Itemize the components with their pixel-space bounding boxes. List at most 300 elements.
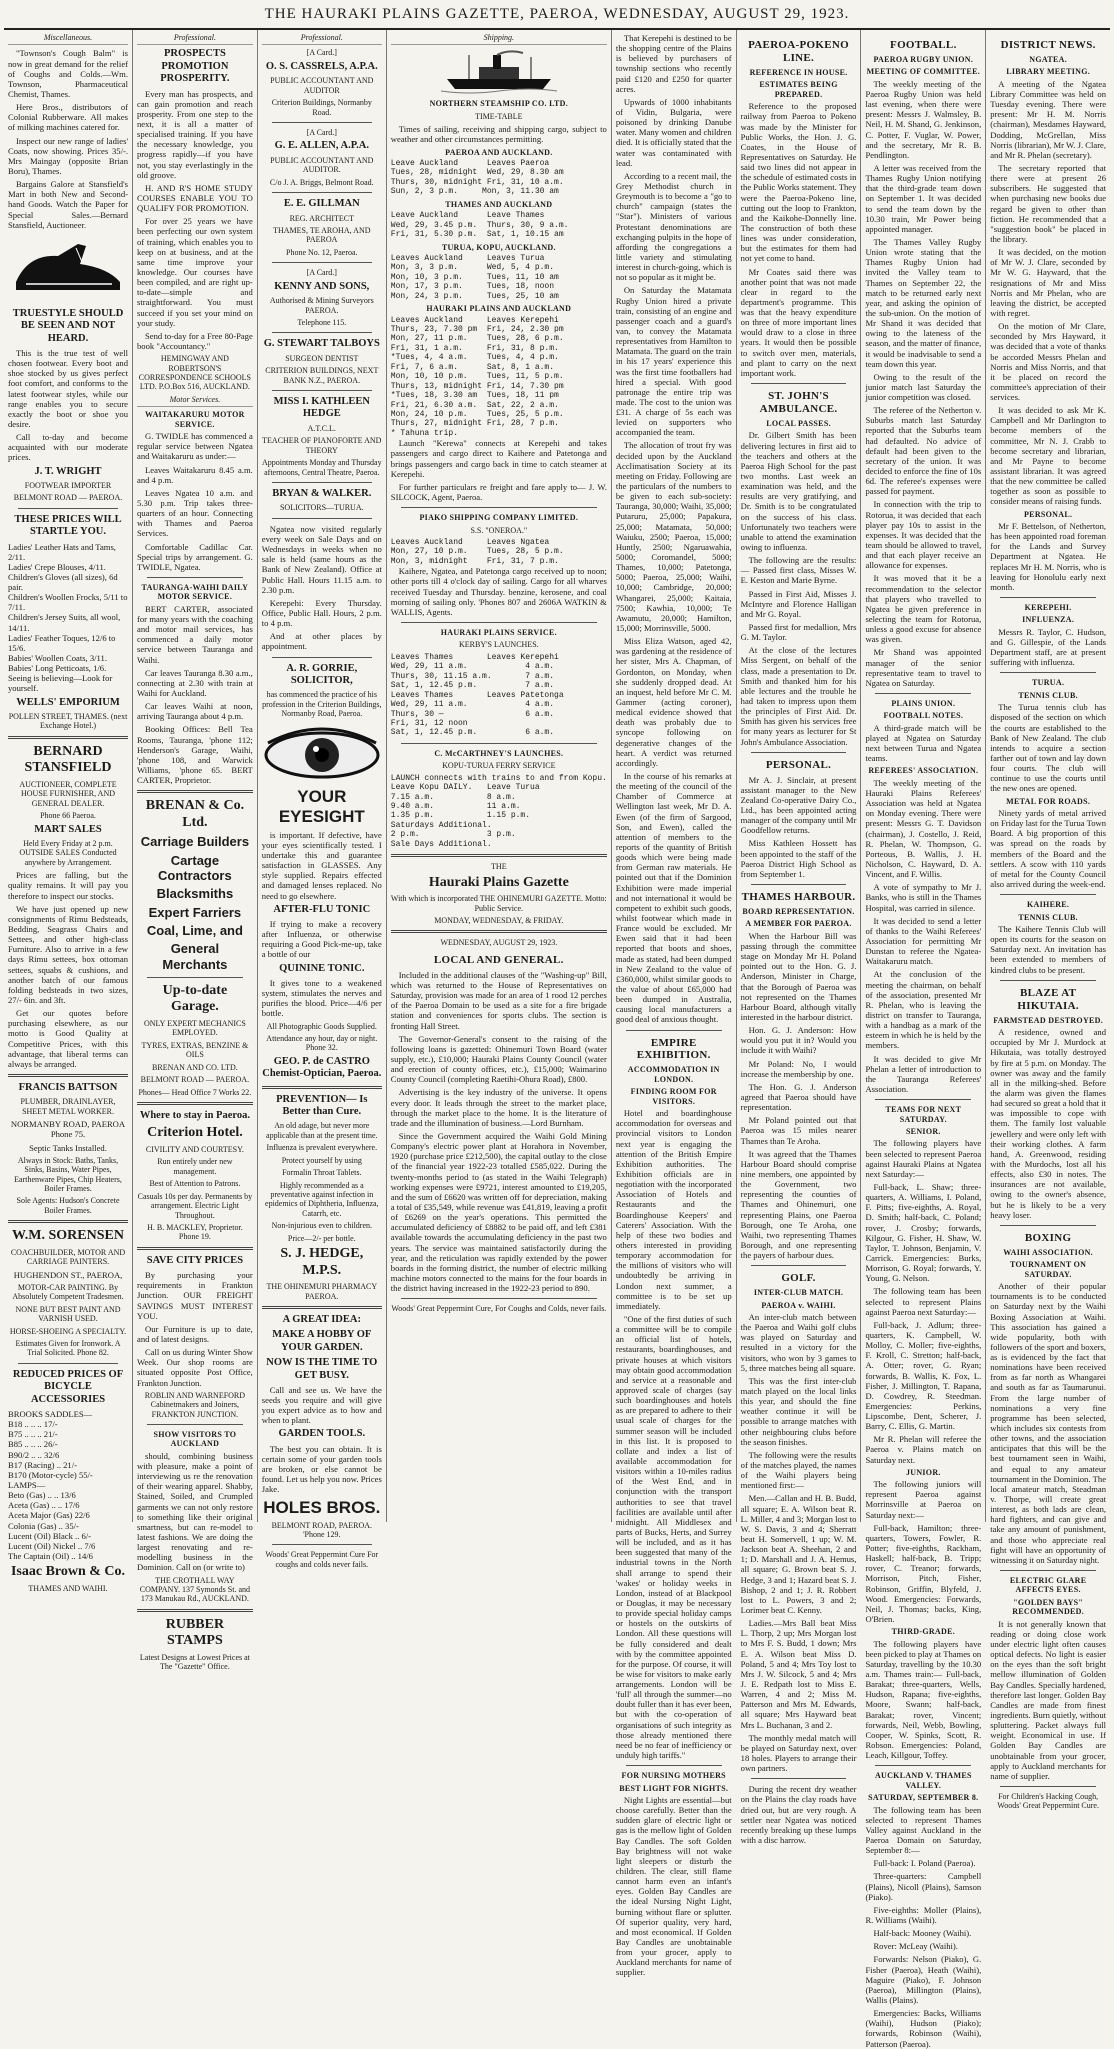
divider <box>751 1265 847 1266</box>
paragraph: Our Furniture is up to date, and of latest designs. <box>137 1323 253 1345</box>
paragraph: On Saturday the Matamata Rugby Union hired a private train, consisting of an engine and passenger coach and a guard's van, to convey the Matamata representatives from Hamilton to Matamata. The guard on the train in his 17 years' experience this was the first time footballers had hired a special. With good patronage the entire trip was made. The cost to the union was £31. A charge of 5s each was levied on supporters who accompanied the team. <box>615 285 732 438</box>
advertiser-name: Criterion Hotel. <box>147 1125 243 1141</box>
paragraph: The monthly medal match will be played on Saturday next, over 18 holes. Players to arrange their own partners. <box>740 1732 857 1774</box>
text-line: BRENAN AND CO. LTD. <box>152 1062 238 1072</box>
article-heading: PERSONAL. <box>765 758 832 771</box>
divider <box>875 1765 971 1766</box>
section-title: PREVENTION— Is Better than Cure. <box>276 1093 368 1117</box>
column-5 <box>612 30 737 1978</box>
text-line: MOTOR-CAR PAINTING. By Absolutely Competent Tradesmen. <box>12 1282 124 1302</box>
paragraph: It gives tone to a weakened system, stimulates the nerves and purifies the blood. Price—4/6 per bottle. <box>261 977 382 1019</box>
paragraph: It was decided to give Mr Phelan a letter of introduction to the Tauranga Referees' Association. <box>865 1053 982 1094</box>
card-name: E. E. GILLMAN <box>283 198 360 210</box>
paragraph: Car leaves Tauranga 8.30 a.m., connecting at 2.30 with train at Waihi for Auckland. <box>137 667 253 698</box>
price-item: Babies' Long Petticoats, 1/6. <box>8 663 107 674</box>
paragraph: Three-quarters: Campbell (Plains), Nicoll (Plains), Samson (Piako). <box>865 1871 982 1902</box>
timetable-row: Fri, 31, 5.30 p.m. Sat, 1, 10.15 am <box>390 230 564 240</box>
text-line: S.S. "ONEROA." <box>470 525 528 535</box>
divider <box>1000 597 1096 598</box>
card-line: Criterion Buildings, Normanby Road. <box>271 98 372 117</box>
newspaper-page <box>4 4 1110 2049</box>
paragraph: Passed first for medallion, Mrs G. M. Taylor. <box>740 621 857 643</box>
section-title: RUBBER STAMPS <box>165 1616 225 1649</box>
article-subheading: LOCAL PASSES. <box>766 418 831 428</box>
card-name: O. S. CASSRELS, A.P.A. <box>265 60 378 72</box>
timetable-row: Thurs, 13, midnight Fri, 14, 7.30 pm <box>390 381 564 391</box>
text-line: HORSE-SHOEING A SPECIALTY. <box>9 1326 127 1336</box>
timetable-row: Thurs, 30, midnight Fri, 31, 10 a.m. <box>390 177 564 187</box>
price-item: Lucent (Oil) Black .. 6/- <box>8 1530 92 1541</box>
text-line: Coal, Lime, and <box>146 922 243 938</box>
divider <box>272 657 372 658</box>
article-heading: DISTRICT NEWS. <box>1000 39 1096 51</box>
text-line: Latest Designs at Lowest Prices at The "Gazette" Office. <box>139 1652 250 1672</box>
divider <box>751 1778 847 1779</box>
paragraph: Call to-day and become acquainted with our moderate prices. <box>8 432 128 463</box>
advertiser-name: BRENAN & Co. Ltd. <box>145 798 245 830</box>
article-subheading: INTER-CLUB MATCH. <box>753 1288 844 1298</box>
price-item: B17 (Racing) .. 21/- <box>8 1459 77 1470</box>
text-line: Price—2/- per bottle. <box>287 1233 356 1243</box>
gazette-title: Hauraki Plains Gazette <box>428 874 569 890</box>
paragraph: Upwards of 1000 inhabitants of Vidin, Bulgaria, were poisoned by drinking Danube water. Many women and children died. It is officially stated that the water was contaminated with lead. <box>615 96 732 168</box>
advertiser-name: S. J. HEDGE, M.P.S. <box>280 1246 364 1278</box>
article-subheading: REFEREES' ASSOCIATION. <box>868 766 979 776</box>
paragraph: The following juniors will represent Paeroa against Morrinsville at Paeroa on Saturday next:— <box>865 1479 982 1520</box>
advertiser-name: ROBLIN AND WARNEFORD Cabinetmakers and Joiners, FRANKTON JUNCTION. <box>144 1390 246 1419</box>
divider <box>751 884 847 885</box>
paragraph: is important. If defective, have your eyes scientifically tested. I undertake this and guarantee satisfaction in GLASSES. Any style supplied. Repairs effected and damaged lenses replaced. No need to go elsewhere. <box>261 829 382 901</box>
text-line: Attendance any hour, day or night. Phone 32. <box>266 1033 378 1053</box>
paragraph: For over 25 years we have been perfecting our own system of training, which enables you to keep on at business, and at the same time improve your knowledge. Our courses have been compiled, and are right up-to-date—simple and straightforward. You must succeed if you set your mind on your study. <box>137 216 253 328</box>
timetable-row: Thurs, 23, 7.30 pm Fri, 24, 2.30 pm <box>390 325 564 335</box>
card-line: SURGEON DENTIST <box>285 353 359 363</box>
advertiser-name: W.M. SORENSEN <box>12 1228 124 1244</box>
column-heading: Motor Services. <box>137 395 253 407</box>
paragraph: Kerepehi: Every Thursday. Office, Public Hall. Hours, 2 p.m. to 4 p.m. <box>261 597 382 629</box>
divider <box>1000 1225 1096 1226</box>
paragraph: It was agreed that the Thames Harbour Board should comprise nine members, one appointed by the Government, two representing the counties of Thames and Ohinemuri, one representing Plains, one Paeroa Borough, one Te Aroha, one Waihi, two representing Thames Borough, and one representing the payers of harbour dues. <box>740 1148 857 1261</box>
section-title: GARDEN TOOLS. <box>278 1428 366 1440</box>
timetable-row: * Tahuna trip. <box>390 428 459 438</box>
card-line: PUBLIC ACCOUNTANT AND AUDITOR. <box>270 155 374 175</box>
advertiser-name: WELLS' EMPORIUM <box>16 696 120 708</box>
timetable-row: Sale Days Additional. <box>390 839 492 849</box>
advertiser-address: THE OHINEMURI PHARMACY PAEROA. <box>266 1282 378 1301</box>
text-line: Carriage Builders <box>140 834 250 850</box>
text-line: THE <box>491 862 507 872</box>
timetable-row: Thurs, 30, 11.15 a.m. 7 a.m. <box>390 671 555 681</box>
paragraph: The following players have been picked to play at Thames on Saturday, travelling by the 10.30 a.m. Thames train:— Full-back, Barakat; three-quarters, Wells, Hudson, Rapana; five-eighths, Moore, Swann; half-back, Barakat; rover, Vincent; forwards, Neil, Webb, Bowling, Cooper, W. Spinks, Scott, R. Robson. Emergencies: Poland, Leach, Killgour, Toffey. <box>865 1638 982 1761</box>
article-subheading: TURUA. <box>1032 678 1065 688</box>
paragraph: Emergencies: Backs, Williams (Waihi), Hudson (Piako); forwards, Robinson (Waihi), Patterson (Paeroa). <box>865 2008 982 2049</box>
paragraph: The allocation of trout fry was decided upon by the Auckland Acclimatisation Society at its meeting on Friday. Following are the particulars of the numbers to be given to each sub-society: Tauranga, 30,000; Waihi, 35,000; Putaruru, 25,000; Papakura, 25,000; Matamata, 50,000; Waiuku, 2500; Paeroa, 15,000; Huntly, 2500; Ngaruawahia, 5000; Coromandel, 5000; Thames, 10,000; Patetonga, 5000; Paeroa, 25,000; Waihi, 10,000; Cambridge, 20,000; Whangarei, 25,000; Kaitaia, 7500; Kawhia, 10,000; Te Awamutu, 20,000; Hamilton, 15,000; Morrinsville, 5000. <box>615 440 732 634</box>
paragraph: It was decided, on the motion of Mr W. J. Clare, seconded by Mr W. G. Hayward, that the resignations of Mr and Miss Norris and Mr Phelan, who are leaving the district, be accepted with regret. <box>990 247 1107 318</box>
timetable-row: Wed, 29, 11 a.m. 4 a.m. <box>390 662 555 672</box>
paragraph: The Kaihere Tennis Club will open its courts for the season on Saturday next. An invitation has been extended to members of kindred clubs to be present. <box>990 924 1107 975</box>
article-subheading: TENNIS CLUB. <box>1018 690 1078 700</box>
price-item: Colonia (Gas) .. 35/- <box>8 1520 79 1531</box>
paragraph: The following team has been selected to represent Plains against Paeroa next Saturday:— <box>865 1286 982 1317</box>
article-subheading: "GOLDEN BAYS" RECOMMENDED. <box>1012 1597 1085 1617</box>
paragraph: Forwards: Nelson (Piako), G. Fisher (Paeroa), Heath (Waihi), Maguire (Piako), F. Johnson (Paeroa), Millington (Plains), Wallis (Plains). <box>865 1954 982 2005</box>
text-line: Influenza is prevalent everywhere. <box>266 1143 378 1153</box>
divider <box>137 1609 253 1612</box>
text-line: Blacksmiths <box>156 886 234 902</box>
article-subheading: MEETING OF COMMITTEE. <box>866 67 980 77</box>
paragraph: Men.—Callan and H. B. Budd, all square; E. A. Wilson beat R. L. Miller, 4 and 3; Morgan lost to W. S. Davis, 3 and 4; Sherratt beat H. Somervell, 1 up; W. M. Jackson beat A. Sheehan, 2 and 1; D. Marshall and J. A. Hemus, all square; G. Brown beat S. J. Hedge, 3 and 1; Hazard beat S. J. Bishop, 2 and 1; J. R. Robbert lost to L. Powers, 3 and 2; Lorimer beat C. Kenny. <box>740 1493 857 1615</box>
article-subheading: TENNIS CLUB. <box>1018 912 1078 922</box>
text-line: H. B. MACKLEY, Proprietor. Phone 19. <box>147 1222 243 1242</box>
text-line: MONDAY, WEDNESDAY, & FRIDAY. <box>434 916 564 926</box>
paragraph: Hotel and boardinghouse accommodation for overseas and provincial visitors to London next year is engaging the attention of the British Empire Exhibition authorities. The Exhibition officials are in negotiation with the incorporated Association of Hotels and Restaurants and the Boardinghouse Keepers' and Caterers' Association. With the help of these two bodies and others interested in providing temporary accommodation for the millions of visitors who will undoubtedly be arriving in London next summer, a committee is to be set up immediately. <box>615 1108 732 1311</box>
paragraph: A residence, owned and occupied by Mr J. Murdock at Hikutaia, was totally destroyed by fire at 5 p.m. on Monday. The owner was away and the family all in the milking-shed. Before the alarm was given the flames had secured so great a hold that it was impossible to cope with them. The family lost valuable jewellery and were only left with their working clothes. A farm hand, A. Greenwood, residing with the Murdochs, lost all his effects, also £30 in notes. The insurances are not available, owing to the owner's absence, but he is likely to be a very heavy loser. <box>990 1027 1107 1220</box>
paragraph: Mr R. Phelan will referee the Paeroa v. Plains match on Saturday next. <box>865 1434 982 1465</box>
paragraph: The Thames Valley Rugby Union wrote stating that the Thames Rugby Union had invited the Valley team to Thames on September 22, the match to be returned early next year, and asking the opinion of the sub-union. On the motion of Mr Shand it was decided that owing to the lateness of the season, and the matter of finance, it would be inadvisable to send a team down this year. <box>865 236 982 369</box>
text-line: Protect yourself by using <box>281 1155 362 1165</box>
timetable-row: Sun, 2, 3 p.m. Mon, 3, 11.30 am <box>390 187 559 197</box>
paragraph: That Kerepehi is destined to be the shopping centre of the Plains is believed by purchasers of township sections who recently paid £120 and £250 for quarter acres. <box>615 33 732 94</box>
timetable-row: Sat, 1, 12.45 p.m. 6 a.m. <box>390 728 555 738</box>
text-line: Highly recommended as a preventative against infection in epidemics of Diphtheria, Influenza, Catarrh, etc. <box>265 1180 379 1218</box>
section-title: SAVE CITY PRICES <box>146 1254 244 1266</box>
timetable-row: Mon, 10, 10 p.m. Tues, 11, 5 p.m. <box>390 372 564 382</box>
article-subheading: PAEROA RUGBY UNION. <box>873 54 974 64</box>
timetable-row: Leaves Thames Leaves Patetonga <box>390 690 564 700</box>
advertiser-name: THE CROTHALL WAY COMPANY. 137 Symonds St. and 173 Manukau Rd., AUCKLAND. <box>139 1575 251 1604</box>
timetable-row: *Tues, 18, 3.30 am Tues, 18, 11 pm <box>390 391 559 401</box>
text-line: KERBY'S LAUNCHES. <box>458 640 539 650</box>
paragraph: Booking Offices: Bell Tea Rooms, Tauranga, 'phone 112; Henderson's Garage, Waihi, 'phone 108, and Warwick Williams, 'phone 65. BERT CARTER, Proprietor. <box>137 724 253 786</box>
column-heading: Professional. <box>262 33 382 45</box>
section-title: BEST LIGHT FOR NIGHTS. <box>619 1783 729 1793</box>
price-item: Lucent (Oil) Nickel .. 7/6 <box>8 1540 96 1551</box>
article-subheading: LIBRARY MEETING. <box>1006 67 1091 77</box>
text-line: Formalin Throat Tablets. <box>282 1168 362 1178</box>
advertiser-address: POLLEN STREET, THAMES. (next Exchange Hotel.) <box>8 711 128 731</box>
divider <box>401 743 597 744</box>
paragraph: H. AND R'S HOME STUDY COURSES ENABLE YOU TO QUALIFY FOR PROMOTION. <box>137 182 253 214</box>
divider <box>1000 1786 1096 1787</box>
footnote: Woods' Great Peppermint Cure For coughs and colds never fails. <box>265 1550 379 1569</box>
price-item: Seeing is believing—Look for yourself. <box>8 673 113 694</box>
timetable-row: Leave Auckland Leave Thames <box>390 211 545 221</box>
section-title: SHOW VISITORS TO AUCKLAND <box>153 1430 237 1449</box>
advertiser-name: BERNARD STANSFIELD <box>24 743 112 776</box>
timetable-row: Leaves Auckland Leaves Ngatea <box>390 538 550 547</box>
timetable-row: 2 p.m. 3 p.m. <box>390 830 516 840</box>
paragraph: The best you can obtain. It is certain some of your garden tools are broken, or else cannot be found. Let us help you now. Prices Jake. <box>261 1443 382 1495</box>
text-line: KOPU-TURUA FERRY SERVICE <box>442 761 556 771</box>
card-line: SOLICITORS—TURUA. <box>279 503 364 513</box>
section-title: MAKE A HOBBY OF YOUR GARDEN. <box>272 1329 372 1353</box>
section-title: NORTHERN STEAMSHIP CO. LTD. <box>429 99 569 109</box>
divider <box>626 1030 722 1031</box>
divider <box>272 482 372 483</box>
article-heading: EMPIRE EXHIBITION. <box>636 1036 711 1062</box>
article-subheading: REFERENCE IN HOUSE. <box>749 67 848 77</box>
column-3 <box>258 30 387 1569</box>
column-heading: Miscellaneous. <box>8 33 128 45</box>
paragraph: The weekly meeting of the Hauraki Plains Referees' Association was held at Ngatea on Monday evening. There were present: Messrs G. T. Davidson (chairman), J. Costello, J. Reid, R. Phelan, W. Thompson, G. Porteous, B. Wallis, J. H. Nicholson, C. Hayward, D. A. Vincent, and F. Willis. <box>865 777 982 880</box>
timetable-row: Fri, 7, 6 a.m. Sat, 8, 1 a.m. <box>390 362 555 372</box>
section-title: YOUR EYESIGHT <box>278 786 365 826</box>
advertiser-name: GEO. P. de CASTRO Chemist-Optician, Paeroa. <box>262 1055 382 1080</box>
paragraph: A letter was received from the Thames Rugby Union notifying that the third-grade team down on September 1. It was decided to send the team down by the 10.30 train, Mr Power being appointed manager. <box>865 162 982 234</box>
paragraph: At the conclusion of the meeting the chairman, on behalf of the association, presented Mr R. Phelan, who is leaving the district on transfer to Tauranga, with a handbag as a mark of the esteem in which he is held by the members. <box>865 969 982 1051</box>
text-line: Run entirely under new management. <box>157 1157 233 1176</box>
column-2 <box>133 30 258 1672</box>
text-line: General Merchants <box>162 941 228 972</box>
text-line: Held Every Friday at 2 p.m. OUTSIDE SALES Conducted anywhere by Arrangement. <box>19 839 117 867</box>
paragraph: Leaves Waitakaruru 8.45 a.m. and 4 p.m. <box>137 464 253 485</box>
paragraph: Hon. G. J. Anderson: How would you put it in? Would you include it with Waihi? <box>740 1025 857 1056</box>
column-heading: Professional. <box>137 33 253 45</box>
section-title: FOR NURSING MOTHERS <box>621 1771 726 1781</box>
timetable-row: Fri, 31, 1 a.m. Fri, 31, 8 p.m. <box>390 343 559 353</box>
article-subheading: METAL FOR ROADS. <box>1006 796 1091 806</box>
text-line: Non-injurious even to children. <box>271 1221 372 1231</box>
card-tag: [A Card.] <box>306 268 337 278</box>
paragraph: Comfortable Cadillac Car. Special trips by arrangement. G. TWIDLE, Ngatea. <box>137 541 253 572</box>
divider <box>272 262 372 263</box>
divider <box>391 930 607 933</box>
paragraph: The Turua tennis club has disposed of the section on which the courts are established to the Bank of New Zealand. The club intends to acquire a section farther out of town and lay down four courts. The club will continue to use the courts until the new ones are opened. <box>990 702 1107 794</box>
divider <box>272 390 372 391</box>
paragraph: Get our quotes before purchasing elsewhere, as our motto is Good Quality at Competitive Prices, with this advantage, that liberal terms can always be arranged. <box>8 1008 128 1069</box>
divider <box>272 518 372 519</box>
paragraph: Mr Poland pointed out that Paeroa was 15 miles nearer Thames than Te Aroha. <box>740 1115 857 1146</box>
route-title: TURUA, KOPU, AUCKLAND. <box>441 242 556 252</box>
route-title: HAURAKI PLAINS AND AUCKLAND <box>426 304 572 314</box>
divider <box>751 752 847 753</box>
timetable-row: Mon, 24, 3 p.m. Tues, 25, 10 am <box>390 291 559 301</box>
article-subheading: BOARD REPRESENTATION. <box>742 906 855 916</box>
article-subheading: JUNIOR. <box>905 1467 941 1477</box>
timetable-row: Thurs, 27, midnight Fri, 28, 7 p.m. <box>390 419 559 429</box>
divider <box>18 1363 118 1364</box>
paragraph: Kaihere, Ngatea, and Patetonga cargo received up to noon; other ports till 4 o'clock day of sailing. Cargo for all wharves received Tuesday and Thursday. benzine, kerosene, and coal morning of sailing only. 'Phones 807 and 2606A WATKIN & WALLIS, Agents. <box>390 566 607 617</box>
divider <box>401 1298 597 1299</box>
timetable-row: Mon, 3, 3 p.m. Wed, 5, 4 p.m. <box>390 263 555 273</box>
divider <box>875 1099 971 1100</box>
article-heading: PAEROA-POKENO LINE. <box>748 39 849 64</box>
paragraph: Ninety yards of metal arrived on Friday last for the Turua Town Board. A big proportion of this was spread on the roads by members of the Board and the settlers. A scow with 110 yards of metal for the County Council also arrived during the week-end. <box>990 808 1107 890</box>
card-name: MISS I. KATHLEEN HEDGE <box>273 396 370 420</box>
paragraph: The Hon. G. J. Anderson agreed that Paeroa should have representation. <box>740 1081 857 1113</box>
advertiser-name: HOLES BROS. <box>263 1497 381 1517</box>
paragraph: Launch "Kerewa" connects at Kerepehi and takes passengers and cargo direct to Kaihere and Patetonga and brings passengers and cargo back in time to catch steamer at Kerepehi. <box>390 438 607 479</box>
timetable-row: Mon, 3, midnight Fri, 31, 7 p.m. <box>390 556 559 566</box>
article-subheading: PAEROA v. WAIHI. <box>761 1300 836 1310</box>
footnote: Woods' Great Peppermint Cure, For Coughs and Colds, never fails. <box>391 1304 607 1314</box>
advertiser-address: BELMONT ROAD — PAEROA. <box>13 493 123 503</box>
advertiser-name: Isaac Brown & Co. <box>10 1564 126 1580</box>
advertiser-phone: Phone 66 Paeroa. <box>40 811 96 821</box>
paragraph: It was moved that it be a recommendation to the selector that players who travelled to Ngatea be given preference in selecting the team for Rotorua, unless a good excuse for absence was given. <box>865 573 982 645</box>
section-title: AFTER-FLU TONIC <box>273 903 371 915</box>
paragraph: At the close of the lectures Miss Sergent, on behalf of the class, made a presentation to Dr. Smith and thanked him for his able lectures and the trouble he had taken to impress upon them the principles of First Aid. Dr. Smith has given his services free for many years as lecturer for St John's Ambulance Association. <box>740 645 857 747</box>
divider <box>1000 672 1096 673</box>
paragraph: Mr Poland: No, I would increase the membership by one. <box>740 1058 857 1079</box>
text-line: Sole Agents: Hudson's Concrete Boiler Frames. <box>16 1196 120 1215</box>
paragraph: The Governor-General's consent to the raising of the following loans is gazetted: Ohinemuri Town Board (water supply, etc.), £10,000; Hauraki Plains County Council (water and erection of county offices, etc.), £15,000; Waimarino County Council (completing Raetihi-Ohura Road), £800. <box>390 1033 607 1085</box>
paragraph: Messrs R. Taylor, C. Hudson, and G. Gillespie, of the Lands Department staff, are at present suffering with influenza. <box>990 626 1107 668</box>
paragraph: The following were the results of the matches played, the names of the Waihi players being mentioned first:— <box>740 1449 857 1491</box>
paragraph: Ladies.—Mrs Ball beat Miss L. Thorp, 2 up; Mrs Morgan lost to Mrs F. S. Budd, 1 down; Mrs E. A. Wilson beat Miss D. Poland, 5 and 4; Mrs Toy lost to Mrs J. W. Silcock, 5 and 4; Mrs J. E. Redpath lost to Miss E. Warren, 4 and 2; Miss M. Patterson and Mrs M. Edwards, all square; Mrs Hayward beat Mrs L. Buchanan, 3 and 2. <box>740 1618 857 1730</box>
text-line: LAMPS— <box>8 1480 46 1490</box>
text-line: BROOKS SADDLES— <box>8 1409 93 1420</box>
paragraph: An inter-club match between the Paeroa and Waihi golf clubs was played on Saturday and resulted in a victory for the visitors, who won by 3 games to 5, three matches being all square. <box>740 1312 857 1373</box>
text-line: TYRES, EXTRAS, BENZINE & OILS <box>141 1040 249 1060</box>
paragraph: The following team has been selected to represent Thames Valley against Auckland in the Paeroa Domain on Saturday, September 8:— <box>865 1804 982 1856</box>
price-item: The Captain (Oil) .. 14/6 <box>8 1550 93 1561</box>
paragraph: The secretary reported that there were at present 26 subscribers. He suggested that when purchasing new books due regard be given to other than fiction. He recommended that a "suggestion book" be placed in the library. <box>990 162 1107 244</box>
card-name: KENNY AND SONS, <box>274 280 370 292</box>
article-heading: LOCAL AND GENERAL. <box>433 953 564 966</box>
card-line: Telephone 115. <box>297 317 347 327</box>
timetable-row: *Tues, 4, 4 a.m. Tues, 4, 4 p.m. <box>390 353 559 363</box>
paragraph: On the motion of Mr Clare, seconded by Mrs Hayward, it was decided that a vote of thanks be accorded Messrs Phelan and Norris and Miss Norris, and that it be placed on record the committee's appreciation of their services. <box>990 321 1107 403</box>
divider <box>751 383 847 384</box>
timetable-row: Mon, 17, 3 p.m. Tues, 18, noon <box>390 282 555 292</box>
card-line: TEACHER OF PIANOFORTE AND THEORY <box>262 436 382 455</box>
text-line: Septic Tanks Installed. <box>29 1142 107 1153</box>
text-line: Casuals 10s per day. Permanents by arrangement. Electric Light Throughout. <box>137 1191 253 1220</box>
divider <box>272 332 372 333</box>
paragraph: Times of sailing, receiving and shipping cargo, subject to weather and other circumstances permitting. <box>390 124 607 145</box>
issue-date: WEDNESDAY, AUGUST 29, 1923. <box>440 938 558 948</box>
section-title: HAURAKI PLAINS SERVICE. <box>440 628 557 638</box>
divider <box>147 577 243 578</box>
price-item: Aceta Major (Gas) 22/6 <box>8 1510 90 1521</box>
price-item: Aceta (Gas) .. .. 17/6 <box>8 1500 80 1511</box>
divider <box>875 693 971 694</box>
divider <box>147 1424 243 1425</box>
article-subheading: SATURDAY, SEPTEMBER 8. <box>868 1793 979 1803</box>
section-title: MART SALES <box>34 823 102 835</box>
paragraph: The weekly meeting of the Paeroa Rugby Union was held last evening, when there were present: Messrs J. Walmsley, B. Neil, H. M. Shand, G. Jenkinson, C. Potter, F. Vuglar, W. Power, and the secretary, Mr R. B. Pendlington. <box>865 78 982 160</box>
timetable-row: Leaves Thames Leaves Kerepehi <box>390 652 559 662</box>
paragraph: Leaves Ngatea 10 a.m. and 5.30 p.m. Trip takes three-quarters of an hour. Connecting with Thames and Paeroa Services. <box>137 487 253 539</box>
paragraph: "Townson's Cough Balm" is now in great demand for the relief of Coughs and Colds.—Wm. Townson, Pharmaceutical Chemist, Thames. <box>8 48 128 99</box>
paragraph: And at other places by appointment. <box>261 631 382 652</box>
route-title: PAEROA AND AUCKLAND. <box>445 147 553 157</box>
article-subheading: SENIOR. <box>905 1126 941 1136</box>
paragraph: Passed in First Aid, Misses J. McIntyre and Florence Halligan and Mr G. Royal. <box>740 588 857 619</box>
advertiser-address: HUGHENDON ST., PAEROA, <box>13 1269 123 1280</box>
paragraph: Send to-day for a Free 80-Page book "Accountancy." <box>137 330 253 351</box>
divider <box>1000 1570 1096 1571</box>
text-line: Expert Farriers <box>148 904 242 920</box>
divider <box>137 1102 253 1105</box>
paragraph: Since the Government acquired the Waihi Gold Mining Company's electric power plant at Horahora in November, 1920 (purchase price £212,500), the capital outlay to the close of the financial year 1922-23 totalled £585,022. During the twenty-months period to (as stated in the Waihi Telegraph) working expenses were £9721, interest amounted to £19,205, and the sum of £6620 was written off for depreciation, making a total of £35,549, while revenue was £41,819, leaving a profit of £6269 on the year's operations. This permitted the accumulated deficiency of £8882 to be paid off, and left £381 available towards the accumulating deficiency in the past two years. The service was maintained satisfactorily during the year, and the reticulation was rapidly extended by the power boards in the forming district, the number of electric milking machine motors connected to the mains for the four boards in the district having increased in the 1922-23 period to 890. <box>390 1130 607 1294</box>
divider <box>626 1765 722 1766</box>
paragraph: Full-back, J. Adlum; three-quarters, K. Campbell, W. Molloy, C. Moller; five-eighths, F. Kroll, C. Stretton; half-back, A. Otter; rover, G. Ryan; forwards, B. Wallis, K. Fox, L. Fisher, J. Millington, T. Rapana, D. Cowdrey, R. Steedman. Emergencies: Perkins, Lipscombe, Dent, Scherer, J. Barry, C. Ellis, G. Martin. <box>865 1319 982 1432</box>
paragraph: Included in the additional clauses of the "Washing-up" Bill, which was returned to the House of Representatives on Saturday, provision was made for an area of 1 rood 12 perches of the Paeroa Domain to be used as a site for a fire brigade station and conveniences for sports clubs. The section is fronting Hall Street. <box>390 969 607 1031</box>
divider <box>137 790 253 793</box>
divider <box>391 854 607 857</box>
price-item: Ladies' Crepe Blouses, 4/11. <box>8 561 106 572</box>
divider <box>1000 980 1096 981</box>
paragraph: If trying to make a recovery after Influenza, or otherwise requiring a Good Pick-me-up, take a bottle of our <box>261 919 382 960</box>
paragraph: Night Lights are essential—but choose carefully. Better than the sudden glare of electric light or gas is the mellow light of Golden Bay Candles. The soft Golden Bay brightness will not wake light sleepers or disturb the children. The clear, still flame cannot harm even an infant's eyes. Golden Bay Candles are the ideal Nursing Night Light, burning without flare or splutter. Of superior quality, very hard, and most economical. If Golden Bay Candles are unobtainable from your grocer, apply to Auckland merchants for name of supplier. <box>615 1795 732 1978</box>
advertiser-role: FOOTWEAR IMPORTER <box>24 480 112 490</box>
divider <box>401 507 597 508</box>
paragraph: A meeting of the Ngatea Library Committee was held on Tuesday evening. There were present: Mr H. M. Norris (chairman), Mesdames Hayward, Dodding, McGrellan, Miss Norris (librarian), Mr W. J. Clare, and Mr R. Phelan (secretary). <box>990 78 1107 160</box>
steamship-illustration <box>391 49 607 95</box>
column-7 <box>861 30 986 2049</box>
paragraph: Rover: McLeay (Waihi). <box>873 1941 958 1952</box>
price-item: B75 .. .. .. 21/- <box>8 1429 58 1440</box>
section-title: PROSPECTS PROMOTION PROSPERITY. <box>160 48 230 85</box>
price-item: B85 .. .. .. 26/- <box>8 1439 58 1450</box>
paragraph: Bargains Galore at Stansfield's Mart in both New and Second-hand Goods. Watch the Paper for Special Sales.—Bernard Stansfield, Auctioneer. <box>8 179 128 230</box>
article-subheading: ACCOMMODATION IN LONDON. <box>627 1065 720 1084</box>
masthead: THE HAURAKI PLAINS GAZETTE, PAEROA, WEDNESDAY, AUGUST 29, 1923. <box>4 4 1110 30</box>
article-subheading: TEAMS FOR NEXT SATURDAY. <box>885 1105 962 1124</box>
paragraph: The following are the results:— Passed first class, Misses W. E. Keston and Marie Byrne. <box>740 555 857 586</box>
article-heading: BOXING <box>1024 1231 1072 1244</box>
card-tag: [A Card.] <box>306 48 337 58</box>
section-title: REDUCED PRICES OF BICYCLE ACCESSORIES <box>12 1368 124 1405</box>
paragraph: Five-eighths: Moller (Plains), R. Williams (Waihi). <box>865 1904 982 1926</box>
article-heading: THAMES HARBOUR. <box>741 891 856 904</box>
paragraph: Advertising is the key industry of the universe. It opens every door. It leads through the street to the market place, through the market place to the home. It is the literature of trade and the illumination of business.—Lord Burnham. <box>390 1087 607 1128</box>
article-subheading: ESTIMATES BEING PREPARED. <box>759 80 838 99</box>
advertiser-role: COACHBUILDER, MOTOR AND CARRIAGE PAINTERS. <box>10 1247 126 1267</box>
price-item: B18 .. .. .. 17/- <box>8 1419 58 1430</box>
divider <box>8 1220 128 1223</box>
card-line: C/o J. A. Briggs, Belmont Road. <box>269 177 374 187</box>
column-6 <box>737 30 862 1845</box>
divider <box>262 1306 382 1309</box>
footnote: For Children's Hacking Cough, Woods' Great Peppermint Cure. <box>997 1792 1099 1811</box>
advertiser-name: FRANCIS BATTSON <box>18 1082 118 1093</box>
paragraph: Mr Coates said there was another point that was not made clear in regard to the department's programme. This was that the heavy expenditure on three of more important lines would draw to a close in three years. It would then be possible to switch over men, materials, and plant to carry on the next important work. <box>740 266 857 378</box>
paragraph: BERT CARTER, associated for many years with the coaching and motor mail services, has commenced a daily motor service between Tauranga and Waihi. <box>137 603 253 665</box>
paragraph: Ngatea now visited regularly every week on Sale Days and on Wednesdays in weeks when no sale is held (same hours as the Bank of New Zealand). Office at Public Hall. Hours 11.15 a.m. to 2.30 p.m. <box>261 523 382 595</box>
eye-illustration <box>262 723 382 783</box>
paragraph: Another of their popular tournaments is to be conducted on Saturday next by the Waihi Boxing Association at Waihi. This association has gained a wide popularity, both with followers of the sport and boxers, as is evidenced by the fact that nominations have been received from as far north as Whangarei and south as far as Taumarunui. From the large number of nominations a very fine programme has been selected, which includes six contests from other towns, and the association anticipates that this will be the best tournament seen in Waihi, and equal to any amateur tournament in the Dominion. The local amateur match, Steadman v. Thorpe, will create great interest, as both lads are clean, hard fighters, and can give and take any amount of punishment, and those who appreciate real fight will have an opportunity of witnessing it on Saturday night. <box>990 1281 1107 1565</box>
divider <box>272 122 372 123</box>
advertiser-role: AUCTIONEER, COMPLETE HOUSE FURNISHER, AND GENERAL DEALER. <box>19 779 117 808</box>
text-line: Cartage Contractors <box>158 852 232 883</box>
price-item: Beto (Gas) .. .. 13/6 <box>8 1490 76 1501</box>
advertiser-address: THAMES AND WAIHI. <box>28 1583 108 1593</box>
text-line: All Photographic Goods Supplied. <box>266 1021 377 1031</box>
article-subheading: FOOTBALL NOTES. <box>883 711 964 721</box>
section-title: WAITAKARURU MOTOR SERVICE. <box>145 410 245 429</box>
paragraph: The following players have been selected to represent Paeroa against Hauraki Plains at Ngatea next Saturday:— <box>865 1138 982 1179</box>
prices-title: THESE PRICES WILL STARTLE YOU. <box>14 513 122 538</box>
paragraph: The referee of the Netherton v. Suburbs match last Saturday reported that the Suburbs team had defaulted. No advice of default had been given to the secretary of the union. It was decided to enforce the fine of 10s 6d. The referee's expenses were passed for payment. <box>865 405 982 497</box>
card-line: PUBLIC ACCOUNTANT AND AUDITOR <box>270 76 374 95</box>
advertiser-address: BELMONT ROAD, PAEROA. 'Phone 129. <box>271 1520 373 1540</box>
timetable-row: Leaves Auckland Leaves Turua <box>390 253 545 263</box>
paragraph: It is not generally known that reading or doing close work under electric light often causes optical defects. No light is easier on the eyes than the soft bright mellow illumination of Golden Bay Candles. Specially hardened, therefore last longer. Golden Bay Candles are made from finest ingredients. Burn quietly, without spluttering. Packet always full weight. Economical in use. If Golden Bay Candles are unobtainable from your grocer, apply to Auckland merchants for name of supplier. <box>990 1618 1107 1781</box>
timetable-row: Saturdays Additional. <box>390 820 492 830</box>
columns <box>4 30 1110 2049</box>
card-name: BRYAN & WALKER. <box>272 488 372 499</box>
paragraph: Owing to the result of the junior match last Saturday the junior competition was closed. <box>865 371 982 403</box>
paragraph: Call and see us. We have the seeds you require and will give you expert advice as to how and when to plant. <box>261 1384 382 1426</box>
timetable-row: 9.40 a.m. 11 a.m. <box>390 802 521 812</box>
divider <box>8 1074 128 1077</box>
text-line: With which is incorporated THE OHINEMURI GAZETTE. Motto: Public Service. <box>390 894 607 913</box>
paragraph: By purchasing your requirements in Frankton Junction. OUR FREIGHT SAVINGS MUST INTEREST YOU. <box>137 1270 253 1321</box>
timetable-row: Tues, 28, midnight Wed, 29, 8.30 am <box>390 168 564 178</box>
